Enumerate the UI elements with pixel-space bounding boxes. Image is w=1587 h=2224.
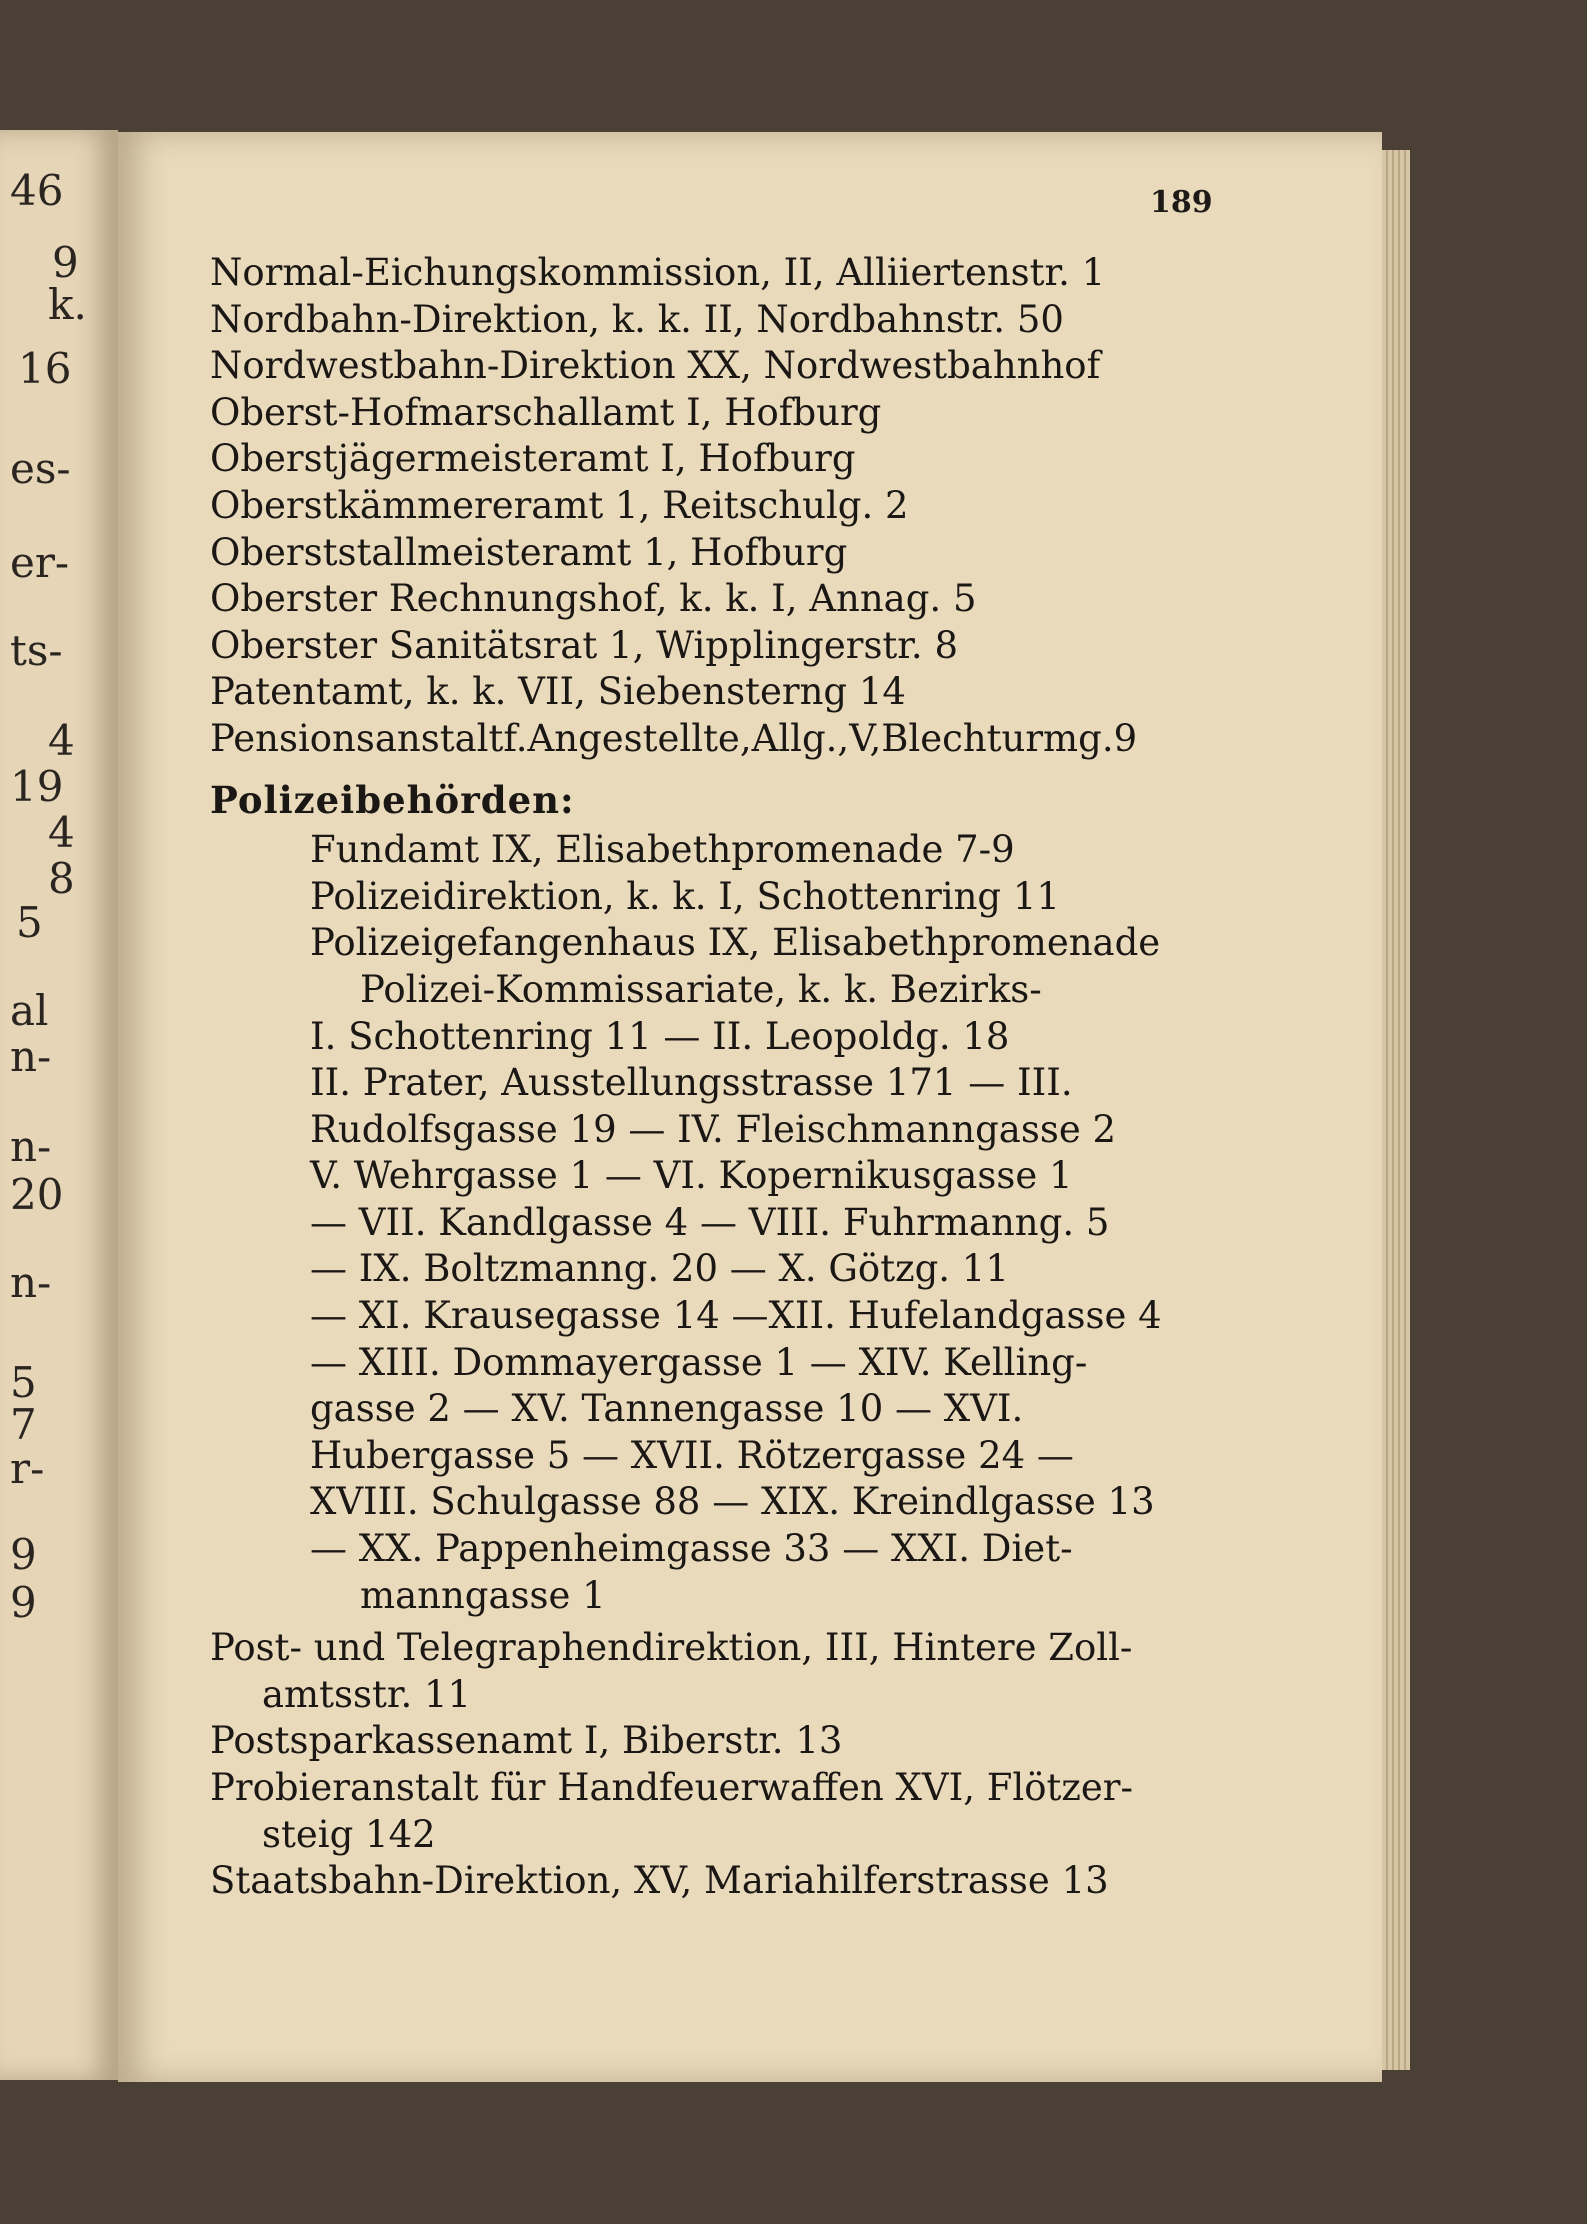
entry-line: Oberster Rechnungshof, k. k. I, Annag. 5 [210,577,977,621]
left-fragment: k. [48,280,87,329]
left-fragment: 9 [10,1530,37,1579]
entry-line: Patentamt, k. k. VII, Siebensterng 14 [210,670,906,714]
left-margin-fragments [0,130,118,2080]
left-fragment: 7 [10,1400,37,1449]
page-number: 189 [1150,185,1213,220]
entry-line: Probieranstalt für Handfeuerwaffen XVI, Flötzer- [210,1766,1133,1809]
police-entry-line: Polizeidirektion, k. k. I, Schottenring 11 [310,874,1060,918]
left-fragment: er- [10,538,70,587]
kommissariate-line: manngasse 1 [360,1573,606,1617]
left-fragment: 9 [52,238,79,287]
kommissariate-line: — IX. Boltzmanng. 20 — X. Götzg. 11 [310,1247,1009,1291]
left-fragment: 16 [18,344,72,393]
left-fragment: 5 [10,1358,37,1407]
entry-line: Nordbahn-Direktion, k. k. II, Nordbahnstr. 50 [210,297,1064,341]
entry-line: Staatsbahn-Direktion, XV, Mariahilferstrasse 13 [210,1859,1109,1903]
entry-line: Post- und Telegraphendirektion, III, Hintere Zoll- [210,1626,1133,1670]
left-fragment: 46 [10,166,64,215]
kommissariate-line: — XIII. Dommayergasse 1 — XIV. Kelling- [310,1340,1088,1384]
left-fragment: 4 [48,716,75,765]
entry-line: Oberster Sanitätsrat 1, Wipplingerstr. 8 [210,623,958,667]
left-fragment: n- [10,1258,52,1307]
kommissariate-line: — XI. Krausegasse 14 —XII. Hufelandgasse 4 [310,1294,1162,1338]
entry-line: Normal-Eichungskommission, II, Alliiertenstr. 1 [210,251,1106,294]
left-fragment: n- [10,1032,52,1081]
left-page [0,130,118,2080]
left-fragment: 4 [48,808,75,857]
left-fragment: 5 [16,898,43,947]
police-entry-line: Fundamt IX, Elisabethpromenade 7-9 [310,828,1015,872]
left-fragment: n- [10,1122,52,1171]
entry-line: Oberstjägermeisteramt I, Hofburg [210,437,856,481]
kommissariate-line: — VII. Kandlgasse 4 — VIII. Fuhrmanng. 5 [310,1200,1110,1244]
left-fragment: al [10,986,49,1035]
left-fragment: 8 [48,854,75,903]
kommissariate-line: — XX. Pappenheimgasse 33 — XXI. Diet- [310,1527,1073,1571]
left-fragment: es- [10,444,71,493]
entry-line: Oberststallmeisteramt 1, Hofburg [210,530,848,574]
kommissariate-line: gasse 2 — XV. Tannengasse 10 — XVI. [310,1387,1024,1431]
police-entry-line: Polizeigefangenhaus IX, Elisabethpromenade [310,921,1161,965]
entry-line: amtsstr. 11 [262,1672,472,1716]
entry-line: Pensionsanstaltf.Angestellte,Allg.,V,Blechturmg.9 [210,716,1138,760]
kommissariate-title: Polizei-Kommissariate, k. k. Bezirks- [360,967,1042,1011]
directory-text [210,250,1250,1905]
kommissariate-line: II. Prater, Ausstellungsstrasse 171 — III. [310,1061,1073,1105]
section-heading-police: Polizeibehörden: [210,777,575,822]
entry-line: Oberst-Hofmarschallamt I, Hofburg [210,390,882,434]
entry-line: Postsparkassenamt I, Biberstr. 13 [210,1719,843,1763]
left-fragment: 9 [10,1578,37,1627]
left-fragment: 19 [10,762,64,811]
left-fragment: r- [10,1444,45,1493]
kommissariate-line: XVIII. Schulgasse 88 — XIX. Kreindlgasse 13 [310,1480,1155,1524]
left-fragment: ts- [10,626,63,675]
kommissariate-line: V. Wehrgasse 1 — VI. Kopernikusgasse 1 [310,1154,1073,1198]
entry-line: steig 142 [262,1812,436,1856]
page-edges [1382,150,1410,2070]
entry-line: Nordwestbahn-Direktion XX, Nordwestbahnhof [210,344,1101,388]
kommissariate-line: I. Schottenring 11 — II. Leopoldg. 18 [310,1014,1010,1058]
kommissariate-line: Rudolfsgasse 19 — IV. Fleischmanngasse 2 [310,1107,1117,1151]
left-fragment: 20 [10,1170,64,1219]
entry-line: Oberstkämmereramt 1, Reitschulg. 2 [210,483,909,527]
kommissariate-line: Hubergasse 5 — XVII. Rötzergasse 24 — [310,1433,1074,1477]
